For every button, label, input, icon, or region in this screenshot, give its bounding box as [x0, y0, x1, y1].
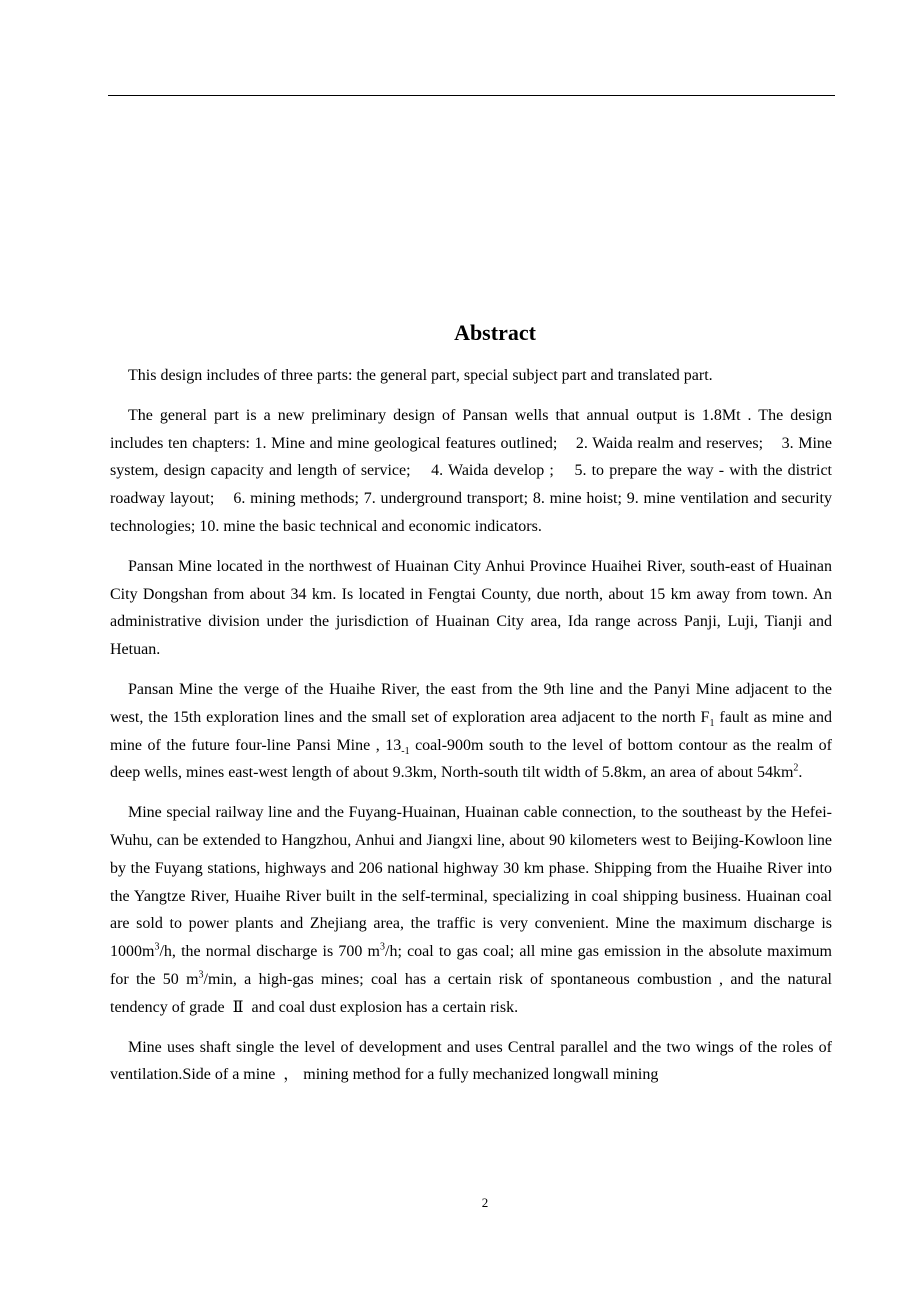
paragraph-development: Mine uses shaft single the level of development and uses Central parallel and the two wings of the roles of ventilation.Side of a mine ， mining method for a fully mechanized longwall mining [110, 1038, 832, 1084]
superscript-m3-max: 3 [154, 941, 160, 953]
header-rule [108, 95, 835, 96]
subscript-f1: 1 [709, 717, 715, 729]
abstract-body [110, 362, 832, 1101]
transport-text-a: Mine special railway line and the Fuyang-Huainan, Huainan cable connection, to the southeast by the Hefei-Wuhu, can be extended to Hangzhou, Anhui and Jiangxi line, about 90 kilometers west to Beijing-Kowloon line by the Fuyang stations, highways and 206 national highway 30 km phase. Shipping from the Huaihe River into the Yangtze River, Huaihe River built in the self-terminal, specializing in coal shipping business. Huainan coal are sold to power plants and Zhejiang area, the traffic is very convenient. Mine the maximum discharge is 1000m [110, 804, 832, 961]
transport-text-d: /min, a high-gas mines; coal has a certain risk of spontaneous combustion , and the natural tendency of grade Ⅱ and coal dust explosion has a certain risk. [110, 970, 832, 1016]
paragraph-location: Pansan Mine located in the northwest of Huainan City Anhui Province Huaihei River, south-east of Huainan City Dongshan from about 34 km. Is located in Fengtai County, due north, about 15 km away from town. An administrative division under the jurisdiction of Huainan City area, Ida range across Panji, Luji, Tianji and Hetuan. [110, 557, 832, 659]
page-title: Abstract [454, 320, 536, 345]
subscript-seam: -1 [401, 745, 410, 757]
page-number: 2 [481, 1195, 489, 1210]
superscript-m3-normal: 3 [380, 941, 385, 953]
superscript-km2: 2 [793, 763, 799, 775]
transport-text-b: /h, the normal discharge is 700 m [159, 943, 380, 961]
paragraph-general-part: The general part is a new preliminary design of Pansan wells that annual output is 1.8Mt . The design includes ten chapters: 1. Mine and mine geological features outlined; 2. Waida realm and reserves; 3. Mine system, design capacity and length of service; 4. Waida develop ; 5. to prepare the way - with the district roadway layout; 6. mining methods; 7. underground transport; 8. mine hoist; 9. mine ventilation and security technologies; 10. mine the basic technical and economic indicators. [110, 406, 832, 535]
paragraph-intro: This design includes of three parts: the general part, special subject part and translated part. [128, 367, 713, 384]
boundaries-text-b: fault as mine and mine of the future four-line Pansi Mine , 13 [110, 708, 833, 754]
boundaries-text-c: coal-900m south to the level of bottom contour as the realm of deep wells, mines east-west length of about 9.3km, North-south tilt width of 5.8km, an area of about 54km [110, 736, 833, 782]
paragraph-boundaries [110, 676, 832, 787]
boundaries-text-d: . [798, 764, 803, 782]
boundaries-text-a: Pansan Mine the verge of the Huaihe River, the east from the 9th line and the Panyi Mine adjacent to the west, the 15th exploration lines and the small set of exploration area adjacent to the north F [110, 680, 832, 726]
transport-text-c: /h; coal to gas coal; all mine gas emission in the absolute maximum for the 50 m [110, 943, 832, 988]
superscript-m3-gas: 3 [198, 969, 204, 981]
paragraph-transport-conditions [110, 799, 832, 1021]
